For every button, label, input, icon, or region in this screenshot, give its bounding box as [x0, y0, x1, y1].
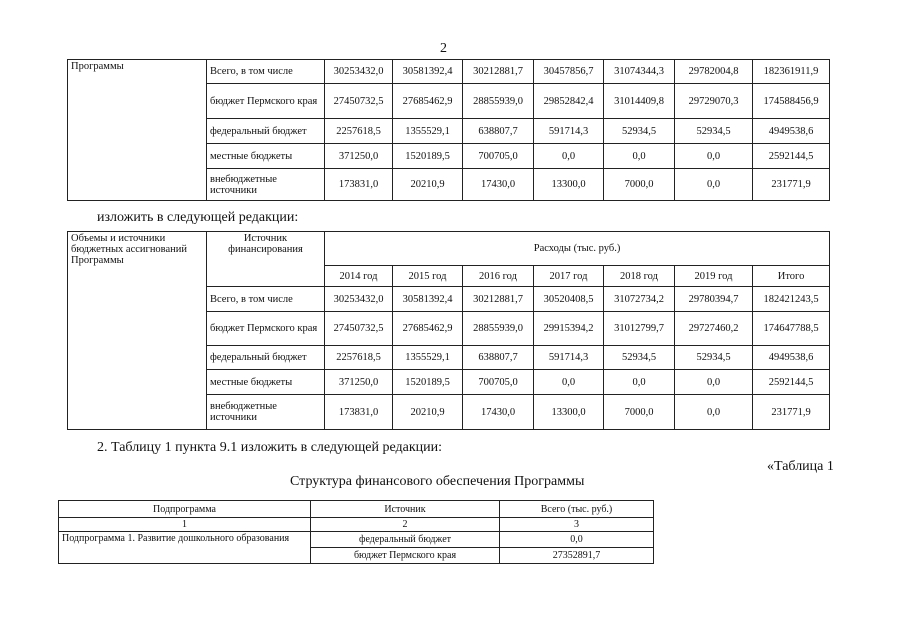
value-cell: 20210,9	[393, 395, 463, 430]
value-cell: 638807,7	[463, 119, 534, 144]
program-funding-table-old	[67, 59, 830, 201]
value-cell: 30581392,4	[393, 287, 463, 312]
value-cell: 27685462,9	[393, 312, 463, 346]
value-cell: 29729070,3	[675, 84, 753, 119]
value-cell: 371250,0	[325, 370, 393, 395]
total-cell: 27352891,7	[500, 548, 654, 564]
value-cell: 173831,0	[325, 395, 393, 430]
year-header: Итого	[753, 266, 830, 287]
value-cell: 2257618,5	[325, 346, 393, 370]
value-cell: 52934,5	[675, 119, 753, 144]
value-cell: 29782004,8	[675, 60, 753, 84]
source-cell: федеральный бюджет	[207, 346, 325, 370]
year-header: 2015 год	[393, 266, 463, 287]
year-header: 2014 год	[325, 266, 393, 287]
value-cell: 28855939,0	[463, 312, 534, 346]
value-cell: 182421243,5	[753, 287, 830, 312]
redaction-text: изложить в следующей редакции:	[97, 210, 299, 225]
value-cell: 29780394,7	[675, 287, 753, 312]
value-cell: 591714,3	[534, 346, 604, 370]
value-cell: 31072734,2	[604, 287, 675, 312]
value-cell: 591714,3	[534, 119, 604, 144]
value-cell: 174647788,5	[753, 312, 830, 346]
value-cell: 30253432,0	[325, 287, 393, 312]
value-cell: 13300,0	[534, 169, 604, 201]
value-cell: 30581392,4	[393, 60, 463, 84]
value-cell: 31074344,3	[604, 60, 675, 84]
value-cell: 0,0	[604, 144, 675, 169]
value-cell: 0,0	[675, 144, 753, 169]
value-cell: 4949538,6	[753, 119, 830, 144]
value-cell: 17430,0	[463, 395, 534, 430]
value-cell: 29915394,2	[534, 312, 604, 346]
value-cell: 31012799,7	[604, 312, 675, 346]
value-cell: 174588456,9	[753, 84, 830, 119]
source-cell: федеральный бюджет	[311, 532, 500, 548]
value-cell: 231771,9	[753, 169, 830, 201]
value-cell: 30520408,5	[534, 287, 604, 312]
value-cell: 173831,0	[325, 169, 393, 201]
value-cell: 52934,5	[604, 346, 675, 370]
row-label: Программы	[68, 60, 207, 201]
value-cell: 7000,0	[604, 395, 675, 430]
value-cell: 231771,9	[753, 395, 830, 430]
value-cell: 31014409,8	[604, 84, 675, 119]
value-cell: 1355529,1	[393, 119, 463, 144]
expenses-header: Расходы (тыс. руб.)	[325, 232, 830, 266]
col-number: 2	[311, 518, 500, 532]
col-number: 3	[500, 518, 654, 532]
value-cell: 20210,9	[393, 169, 463, 201]
value-cell: 30212881,7	[463, 60, 534, 84]
source-cell: федеральный бюджет	[207, 119, 325, 144]
source-cell: местные бюджеты	[207, 144, 325, 169]
header-subprogram: Подпрограмма	[59, 501, 311, 518]
source-cell: внебюджетные источники	[207, 395, 325, 430]
value-cell: 29852842,4	[534, 84, 604, 119]
value-cell: 30253432,0	[325, 60, 393, 84]
value-cell: 0,0	[675, 395, 753, 430]
value-cell: 4949538,6	[753, 346, 830, 370]
value-cell: 7000,0	[604, 169, 675, 201]
value-cell: 1355529,1	[393, 346, 463, 370]
subprogram-cell: Подпрограмма 1. Развитие дошкольного образования	[59, 532, 311, 564]
value-cell: 13300,0	[534, 395, 604, 430]
table3-title: Структура финансового обеспечения Программы	[290, 474, 585, 489]
value-cell: 29727460,2	[675, 312, 753, 346]
source-header: Источник финансирования	[207, 232, 325, 287]
value-cell: 30212881,7	[463, 287, 534, 312]
financing-structure-table	[58, 500, 654, 564]
table-reference: «Таблица 1	[767, 459, 834, 474]
source-cell: Всего, в том числе	[207, 287, 325, 312]
value-cell: 1520189,5	[393, 370, 463, 395]
value-cell: 0,0	[534, 144, 604, 169]
header-source: Источник	[311, 501, 500, 518]
col-number: 1	[59, 518, 311, 532]
source-cell: внебюджетные источники	[207, 169, 325, 201]
program-funding-table-new	[67, 231, 830, 430]
value-cell: 182361911,9	[753, 60, 830, 84]
value-cell: 27450732,5	[325, 312, 393, 346]
value-cell: 52934,5	[604, 119, 675, 144]
value-cell: 2592144,5	[753, 144, 830, 169]
source-cell: бюджет Пермского края	[207, 312, 325, 346]
value-cell: 700705,0	[463, 144, 534, 169]
value-cell: 0,0	[675, 370, 753, 395]
source-cell: Всего, в том числе	[207, 60, 325, 84]
value-cell: 2592144,5	[753, 370, 830, 395]
row-label: Объемы и источники бюджетных ассигнований Программы	[68, 232, 207, 430]
source-cell: бюджет Пермского края	[311, 548, 500, 564]
year-header: 2018 год	[604, 266, 675, 287]
value-cell: 52934,5	[675, 346, 753, 370]
value-cell: 0,0	[534, 370, 604, 395]
value-cell: 700705,0	[463, 370, 534, 395]
value-cell: 30457856,7	[534, 60, 604, 84]
source-cell: местные бюджеты	[207, 370, 325, 395]
value-cell: 28855939,0	[463, 84, 534, 119]
value-cell: 17430,0	[463, 169, 534, 201]
year-header: 2019 год	[675, 266, 753, 287]
header-total: Всего (тыс. руб.)	[500, 501, 654, 518]
value-cell: 27685462,9	[393, 84, 463, 119]
value-cell: 27450732,5	[325, 84, 393, 119]
page-number: 2	[440, 41, 447, 56]
value-cell: 371250,0	[325, 144, 393, 169]
source-cell: бюджет Пермского края	[207, 84, 325, 119]
value-cell: 1520189,5	[393, 144, 463, 169]
value-cell: 0,0	[675, 169, 753, 201]
year-header: 2017 год	[534, 266, 604, 287]
year-header: 2016 год	[463, 266, 534, 287]
point2-text: 2. Таблицу 1 пункта 9.1 изложить в следующей редакции:	[97, 440, 443, 455]
value-cell: 0,0	[604, 370, 675, 395]
value-cell: 638807,7	[463, 346, 534, 370]
total-cell: 0,0	[500, 532, 654, 548]
value-cell: 2257618,5	[325, 119, 393, 144]
